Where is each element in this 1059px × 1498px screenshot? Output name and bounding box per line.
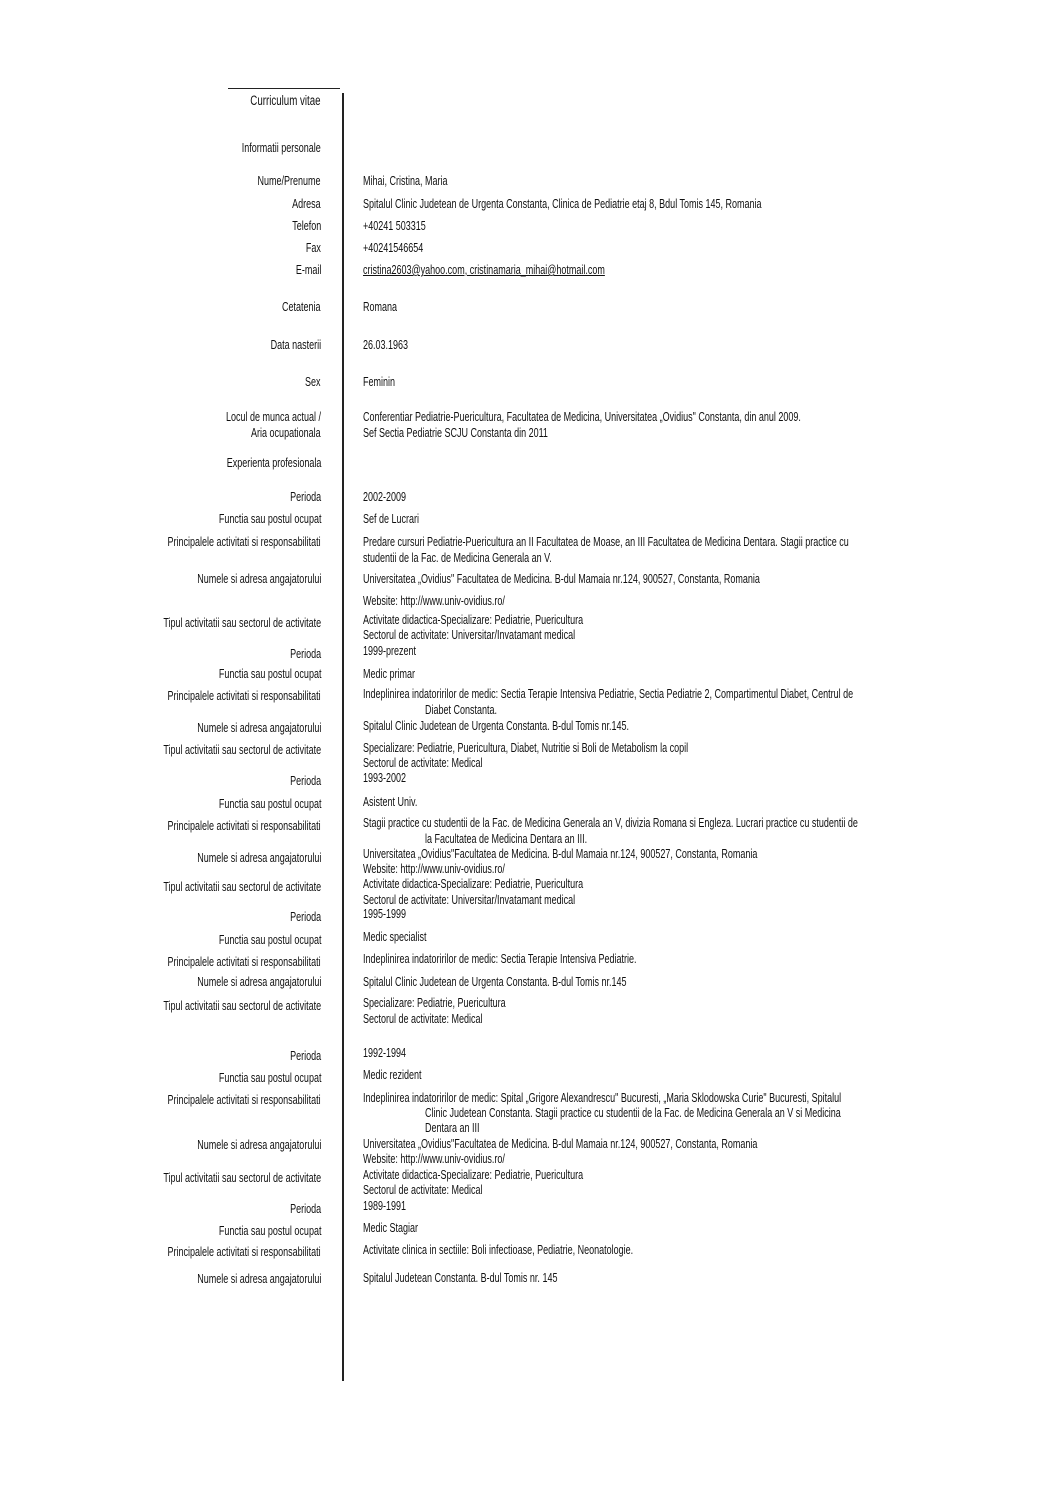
- field-value: Sectorul de activitate: Medical: [363, 1183, 483, 1197]
- field-label: Adresa: [292, 197, 321, 211]
- column-divider: [342, 93, 344, 1381]
- field-value: 1995-1999: [363, 907, 407, 921]
- field-label: Tipul activitatii sau sectorul de activitate: [163, 880, 321, 894]
- field-value: Spitalul Clinic Judetean de Urgenta Constanta. B-dul Tomis nr.145.: [363, 719, 629, 733]
- field-value: Universitatea „Ovidius"Facultatea de Medicina. B-dul Mamaia nr.124, 900527, Constanta, Romania: [363, 1137, 758, 1151]
- field-label: Principalele activitati si responsabilitati: [167, 1093, 321, 1107]
- field-label: Perioda: [289, 774, 321, 788]
- header-rule: [228, 88, 340, 89]
- field-value: Indeplinirea indatoririlor de medic: Sectia Terapie Intensiva Pediatrie.: [363, 952, 637, 966]
- field-value: Universitatea „Ovidius"Facultatea de Medicina. B-dul Mamaia nr.124, 900527, Constanta, Romania: [363, 847, 758, 861]
- field-label: Functia sau postul ocupat: [218, 797, 321, 811]
- field-value: Spitalul Clinic Judetean de Urgenta Constanta, Clinica de Pediatrie etaj 8, Bdul Tomis 145, Romania: [363, 197, 762, 211]
- field-label: Tipul activitatii sau sectorul de activitate: [163, 1171, 321, 1185]
- field-label: Functia sau postul ocupat: [218, 512, 321, 526]
- field-value: Indeplinirea indatoririlor de medic: Spital „Grigore Alexandrescu" Bucuresti, „Maria Sklodowska Curie" Bucuresti, Spitalul: [363, 1091, 842, 1105]
- field-label: Locul de munca actual /: [225, 410, 321, 424]
- section-heading-experience: Experienta profesionala: [226, 456, 321, 470]
- field-value: la Facultatea de Medicina Dentara an III.: [425, 832, 588, 846]
- field-value: Sectorul de activitate: Universitar/Invatamant medical: [363, 893, 576, 907]
- field-label: Aria ocupationala: [251, 426, 321, 440]
- field-label: Numele si adresa angajatorului: [196, 1272, 321, 1286]
- field-value: Medic primar: [363, 667, 416, 681]
- field-value: Sectorul de activitate: Universitar/Invatamant medical: [363, 628, 576, 642]
- field-label: Functia sau postul ocupat: [218, 667, 321, 681]
- field-label: Perioda: [289, 910, 321, 924]
- field-label: Sex: [305, 375, 321, 389]
- field-value: 1992-1994: [363, 1046, 407, 1060]
- field-value: studentii de la Fac. de Medicina Generala an V.: [363, 551, 552, 565]
- field-value: Activitate didactica-Specializare: Pediatrie, Puericultura: [363, 613, 584, 627]
- field-value: Asistent Univ.: [363, 795, 418, 809]
- field-value: Medic specialist: [363, 930, 427, 944]
- field-value: Sectorul de activitate: Medical: [363, 756, 483, 770]
- field-value: Clinic Judetean Constanta. Stagii practice cu studentii de la Fac. de Medicina Generala an V si Medicina: [425, 1106, 841, 1120]
- field-value: Website: http://www.univ-ovidius.ro/: [363, 862, 505, 876]
- field-value: Mihai, Cristina, Maria: [363, 174, 448, 188]
- field-value: Diabet Constanta.: [425, 703, 498, 717]
- field-label: Principalele activitati si responsabilitati: [167, 689, 321, 703]
- field-value: Indeplinirea indatoririlor de medic: Sectia Terapie Intensiva Pediatrie, Sectia Pediatrie 2, Compartimentul Diabet, Centrul de: [363, 687, 854, 701]
- field-label: Tipul activitatii sau sectorul de activitate: [163, 616, 321, 630]
- field-value: 26.03.1963: [363, 338, 409, 352]
- field-value: Sef de Lucrari: [363, 512, 420, 526]
- field-label: Perioda: [289, 647, 321, 661]
- field-label: Cetatenia: [282, 300, 321, 314]
- field-value: Stagii practice cu studentii de la Fac. de Medicina Generala an V, divizia Romana si Engleza. Lucrari practice cu studentii de: [363, 816, 858, 830]
- field-label: Functia sau postul ocupat: [218, 1071, 321, 1085]
- field-label: Numele si adresa angajatorului: [196, 572, 321, 586]
- field-value: Feminin: [363, 375, 396, 389]
- field-label: Functia sau postul ocupat: [218, 1224, 321, 1238]
- field-label: Tipul activitatii sau sectorul de activitate: [163, 743, 321, 757]
- field-label: Perioda: [289, 490, 321, 504]
- field-label: Data nasterii: [270, 338, 321, 352]
- document-title: Curriculum vitae: [250, 93, 321, 108]
- field-value: +40241546654: [363, 241, 424, 255]
- field-label: Principalele activitati si responsabilitati: [167, 1245, 321, 1259]
- email-links[interactable]: cristina2603@yahoo.com, cristinamaria_mihai@hotmail.com: [363, 263, 605, 277]
- field-value: Romana: [363, 300, 398, 314]
- field-value: Specializare: Pediatrie, Puericultura, Diabet, Nutritie si Boli de Metabolism la copil: [363, 741, 689, 755]
- field-label: Numele si adresa angajatorului: [196, 721, 321, 735]
- field-value: 2002-2009: [363, 490, 407, 504]
- field-value: Universitatea „Ovidius" Facultatea de Medicina. B-dul Mamaia nr.124, 900527, Constanta, Romania: [363, 572, 760, 586]
- field-label: Principalele activitati si responsabilitati: [167, 819, 321, 833]
- field-label: Principalele activitati si responsabilitati: [167, 535, 321, 549]
- field-label: Perioda: [289, 1049, 321, 1063]
- field-value: Predare cursuri Pediatrie-Puericultura an II Facultatea de Moase, an III Facultatea de Medicina Dentara. Stagii practice cu: [363, 535, 849, 549]
- field-value: Website: http://www.univ-ovidius.ro/: [363, 1152, 505, 1166]
- field-label: Perioda: [289, 1202, 321, 1216]
- field-label: Tipul activitatii sau sectorul de activitate: [163, 999, 321, 1013]
- field-value: Specializare: Pediatrie, Puericultura: [363, 996, 506, 1010]
- field-value: 1993-2002: [363, 771, 407, 785]
- field-label: E-mail: [295, 263, 321, 277]
- field-label: Numele si adresa angajatorului: [196, 851, 321, 865]
- field-label: Functia sau postul ocupat: [218, 933, 321, 947]
- field-label: Telefon: [291, 219, 321, 233]
- field-label: Fax: [305, 241, 321, 255]
- field-value: 1989-1991: [363, 1199, 407, 1213]
- field-value: Dentara an III: [425, 1121, 480, 1135]
- field-value: Spitalul Clinic Judetean de Urgenta Constanta. B-dul Tomis nr.145: [363, 975, 627, 989]
- field-value: Activitate clinica in sectiile: Boli infectioase, Pediatrie, Neonatologie.: [363, 1243, 634, 1257]
- field-label: Nume/Prenume: [257, 174, 321, 188]
- field-value: Activitate didactica-Specializare: Pediatrie, Puericultura: [363, 877, 584, 891]
- field-value: Medic rezident: [363, 1068, 422, 1082]
- field-value: Medic Stagiar: [363, 1221, 419, 1235]
- field-value: Website: http://www.univ-ovidius.ro/: [363, 594, 505, 608]
- field-value: Spitalul Judetean Constanta. B-dul Tomis nr. 145: [363, 1271, 558, 1285]
- field-value: Activitate didactica-Specializare: Pediatrie, Puericultura: [363, 1168, 584, 1182]
- field-value: Sef Sectia Pediatrie SCJU Constanta din 2011: [363, 426, 548, 440]
- field-label: Principalele activitati si responsabilitati: [167, 955, 321, 969]
- field-label: Numele si adresa angajatorului: [196, 975, 321, 989]
- section-heading-personal: Informatii personale: [241, 141, 321, 155]
- field-label: Numele si adresa angajatorului: [196, 1138, 321, 1152]
- field-value: Sectorul de activitate: Medical: [363, 1012, 483, 1026]
- field-value: 1999-prezent: [363, 644, 417, 658]
- field-value: Conferentiar Pediatrie-Puericultura, Facultatea de Medicina, Universitatea „Ovidius" Constanta, din anul 2009.: [363, 410, 801, 424]
- field-value: +40241 503315: [363, 219, 426, 233]
